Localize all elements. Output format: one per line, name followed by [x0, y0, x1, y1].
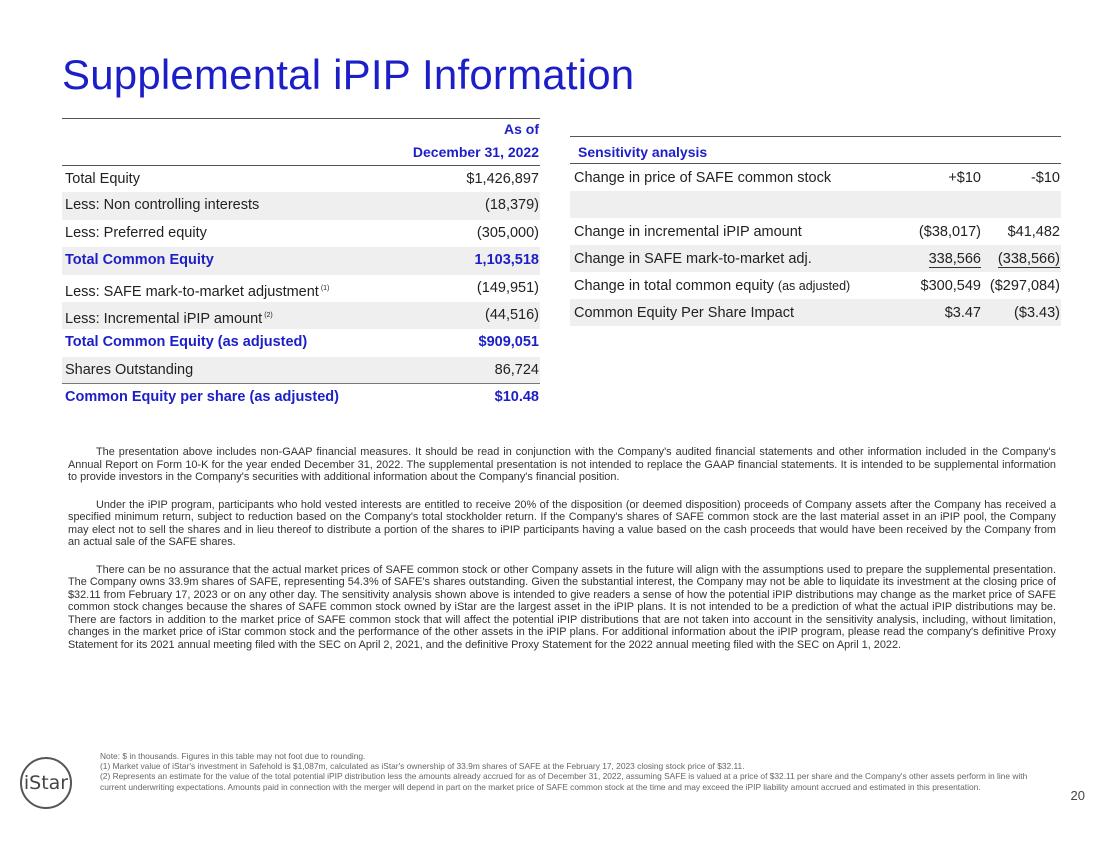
- row-label: Change in total common equity (as adjusted): [574, 277, 851, 294]
- row-value-up: +$10: [948, 169, 981, 186]
- sensitivity-header: Sensitivity analysis: [570, 137, 1061, 164]
- row-label: Total Equity: [65, 171, 140, 187]
- paragraph: There can be no assurance that the actual market prices of SAFE common stock or other Company assets in the future will align with the assumptions used to prepare the supplemental presentation. The Company owns 33.9m shares of SAFE, representing 54.3% of SAFE's shares outstanding. Given the substantial interest, the Company may not be able to liquidate its investment at the closing price of $32.11 from February 17, 2023 or on any other day. The sensitivity analysis shown above is intended to give readers a sense of how the potential iPIP distributions may change as the market price of SAFE common stock changes because the shares of SAFE common stock owned by iStar are the largest asset in the iPIP plans. It is not intended to be a prediction of what the actual iPIP distributions may be. There are factors in addition to the market price of SAFE common stock that will affect the potential iPIP distributions that are not taken into account in the sensitivity analysis, including, without limitation, changes in the market price of iStar common stock and the performance of the other assets in the iPIP plans. For additional information about the iPIP program, please read the company's definitive Proxy Statement for its 2021 annual meeting filed with the SEC on April 2, 2021, and the definitive Proxy Statement for the 2022 annual meeting filed with the SEC on April 1, 2022.: [68, 563, 1056, 651]
- row-label: Total Common Equity (as adjusted): [65, 334, 308, 351]
- table-row: [570, 272, 1061, 299]
- equity-table: [62, 118, 540, 412]
- row-value: 1,103,518: [474, 252, 539, 269]
- row-label: Common Equity Per Share Impact: [574, 304, 795, 321]
- row-label: Less: SAFE mark-to-market adjustment $^{(1)}$: [65, 283, 330, 300]
- row-value: $1,426,897: [466, 171, 539, 187]
- row-label: Change in price of SAFE common stock: [574, 169, 832, 186]
- header-as-of: As of: [504, 121, 539, 137]
- row-label: Shares Outstanding: [65, 361, 194, 378]
- row-label: Less: Preferred equity: [65, 224, 207, 241]
- footnotes: [100, 751, 1045, 792]
- equity-table-header: [62, 118, 540, 165]
- table-row: [62, 247, 540, 274]
- table-row: [62, 275, 540, 302]
- paragraph: The presentation above includes non-GAAP financial measures. It should be read in conjunction with the Company's audited financial statements and other information included in the Company's Annual Report on Form 10-K for the year ended December 31, 2022. The supplemental presentation is not intended to replace the GAAP financial statements. It is intended to be supplemental information to provide investors in the Company's securities with additional information about the Company's financial position.: [68, 446, 1056, 483]
- row-label: Common Equity per share (as adjusted): [65, 389, 339, 406]
- row-value: (18,379): [484, 197, 539, 214]
- table-row: [62, 165, 540, 192]
- page-number: 20: [1070, 788, 1085, 803]
- row-label: Change in SAFE mark-to-market adj.: [574, 250, 812, 267]
- row-value-down: $41,482: [1007, 223, 1060, 240]
- row-value-up: ($38,017): [918, 223, 981, 240]
- row-value: 86,724: [494, 361, 539, 378]
- row-label: Total Common Equity: [65, 252, 214, 269]
- istar-logo: iStar: [20, 757, 72, 809]
- table-row: [62, 384, 540, 411]
- table-row: [570, 218, 1061, 245]
- footnote: (1) Market value of iStar's investment in Safehold is $1,087m, calculated as iStar's ownership of 33.9m shares of SAFE at the February 17, 2023 closing stock price of $32.11.: [100, 761, 745, 772]
- row-value-down: (338,566): [997, 250, 1060, 267]
- table-row: [62, 329, 540, 356]
- paragraph: Under the iPIP program, participants who hold vested interests are entitled to receive 20% of the disposition (or deemed disposition) proceeds of Company assets after the Company has received a specified minimum return, subject to reduction based on the Company's total stockholder return. If the Company's shares of SAFE common stock are the last material asset in an iPIP pool, the Company may elect not to sell the shares and in lieu thereof to distribute a portion of the shares to iPIP participants having a value based on the cash proceeds that would have been received by the Company from an actual sale of the SAFE shares.: [68, 498, 1056, 548]
- row-value-up: $300,549: [920, 277, 981, 294]
- row-value: $909,051: [478, 334, 539, 351]
- table-row: [570, 299, 1061, 326]
- disclosure-text: [68, 446, 1056, 666]
- row-value-down: ($3.43): [1014, 304, 1060, 321]
- row-value: (305,000): [476, 224, 539, 241]
- row-value-up: 338,566: [928, 250, 981, 267]
- row-value: (149,951): [476, 279, 539, 296]
- footnote: Note: $ in thousands. Figures in this table may not foot due to rounding.: [100, 751, 366, 761]
- table-row: [62, 357, 540, 384]
- row-value-up: $3.47: [944, 304, 981, 321]
- row-label: Less: Incremental iPIP amount $^{(2)}$: [65, 310, 273, 327]
- row-value-down: -$10: [1030, 169, 1060, 186]
- table-row: [570, 164, 1061, 191]
- row-label: Change in incremental iPIP amount: [574, 223, 802, 240]
- row-value: (44,516): [484, 306, 539, 323]
- footnote-marker: (2): [264, 311, 273, 319]
- table-row: [62, 220, 540, 247]
- footnote-marker: (1): [320, 284, 330, 292]
- table-row: [570, 245, 1061, 272]
- sensitivity-table: [570, 136, 1061, 326]
- row-value-down: ($297,084): [989, 277, 1060, 294]
- table-row: [570, 191, 1061, 218]
- table-row: [62, 302, 540, 329]
- page-title: Supplemental iPIP Information: [62, 51, 635, 98]
- row-value: $10.48: [494, 389, 539, 406]
- table-row: [62, 192, 540, 219]
- row-label: Less: Non controlling interests: [65, 197, 260, 214]
- footnote: (2) Represents an estimate for the value of the total potential iPIP distribution less the amounts already accrued for as of December 31, 2022, assuming SAFE is valued at a price of $32.11 per share and the Company's other assets perform in line with current underwriting expectations. Amounts paid in connection with the merger will depend in part on the market price of SAFE common stock at the time and may exceed the iPIP liability amount accrued and estimated in this presentation.: [100, 771, 1028, 792]
- header-date: December 31, 2022: [412, 144, 539, 160]
